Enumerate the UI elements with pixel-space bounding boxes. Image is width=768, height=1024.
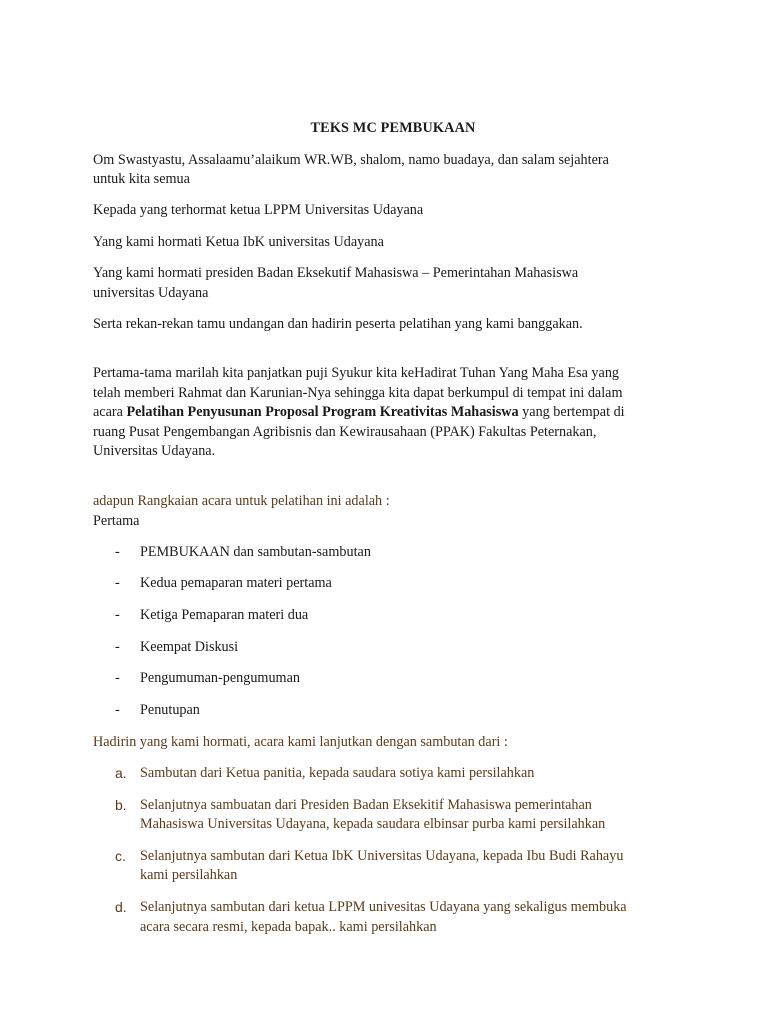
salutation-guests: Serta rekan-rekan tamu undangan dan hadirin peserta pelatihan yang kami banggakan.	[93, 316, 583, 332]
opening-line-3	[93, 403, 625, 421]
speech-text: acara secara resmi, kepada bapak.. kami persilahkan	[140, 919, 437, 935]
dash-bullet: -	[115, 607, 120, 623]
agenda-item-text: Penutupan	[140, 702, 200, 718]
list-marker: d.	[115, 899, 127, 915]
salutation-lppm: Kepada yang terhormat ketua LPPM Universitas Udayana	[93, 202, 424, 218]
speech-text: Mahasiswa Universitas Udayana, kepada saudara elbinsar purba kami persilahkan	[140, 816, 606, 832]
event-name: Pelatihan Penyusunan Proposal Program Kreativitas Mahasiswa	[126, 404, 519, 420]
opening-line-3-prefix: acara	[93, 404, 127, 420]
speeches-intro: Hadirin yang kami hormati, acara kami lanjutkan dengan sambutan dari :	[93, 734, 508, 750]
speech-text: Selanjutnya sambutan dari ketua LPPM univesitas Udayana yang sekaligus membuka	[140, 899, 627, 915]
agenda-item-text: Pengumuman-pengumuman	[140, 670, 300, 686]
speech-text: Selanjutnya sambuatan dari Presiden Badan Eksekitif Mahasiswa pemerintahan	[140, 797, 592, 813]
agenda-intro: adapun Rangkaian acara untuk pelatihan ini adalah :	[93, 493, 390, 509]
dash-bullet: -	[115, 702, 120, 718]
agenda-item-text: PEMBUKAAN dan sambutan-sambutan	[140, 544, 371, 560]
opening-line-3-suffix: yang bertempat di	[518, 404, 625, 420]
dash-bullet: -	[115, 670, 120, 686]
salutation-ibk: Yang kami hormati Ketua IbK universitas Udayana	[93, 234, 384, 250]
speech-text: Selanjutnya sambutan dari Ketua IbK Universitas Udayana, kepada Ibu Budi Rahayu	[140, 848, 624, 864]
document-title: TEKS MC PEMBUKAAN	[310, 120, 476, 136]
agenda-item-text: Ketiga Pemaparan materi dua	[140, 607, 309, 623]
list-marker: c.	[115, 848, 126, 864]
dash-bullet: -	[115, 639, 120, 655]
opening-line-1: Pertama-tama marilah kita panjatkan puji Syukur kita keHadirat Tuhan Yang Maha Esa yang	[93, 365, 620, 381]
list-marker: b.	[115, 797, 127, 813]
dash-bullet: -	[115, 575, 120, 591]
greeting-line-1: Om Swastyastu, Assalaamu’alaikum WR.WB, shalom, namo buadaya, dan salam sejahtera	[93, 152, 609, 168]
greeting-line-2: untuk kita semua	[93, 171, 190, 187]
speech-text: Sambutan dari Ketua panitia, kepada saudara sotiya kami persilahkan	[140, 765, 535, 781]
salutation-bem-line-1: Yang kami hormati presiden Badan Eksekutif Mahasiswa – Pemerintahan Mahasiswa	[93, 265, 579, 281]
agenda-item-text: Keempat Diskusi	[140, 639, 239, 655]
opening-line-2: telah memberi Rahmat dan Karunian-Nya sehingga kita dapat berkumpul di tempat ini dalam	[93, 385, 623, 401]
dash-bullet: -	[115, 544, 120, 560]
list-marker: a.	[115, 765, 127, 781]
salutation-bem-line-2: universitas Udayana	[93, 285, 209, 301]
agenda-item-text: Kedua pemaparan materi pertama	[140, 575, 332, 591]
agenda-first: Pertama	[93, 513, 140, 529]
speech-text: kami persilahkan	[140, 867, 238, 883]
opening-line-4: ruang Pusat Pengembangan Agribisnis dan Kewirausahaan (PPAK) Fakultas Peternakan,	[93, 424, 597, 440]
opening-line-5: Universitas Udayana.	[93, 443, 216, 459]
